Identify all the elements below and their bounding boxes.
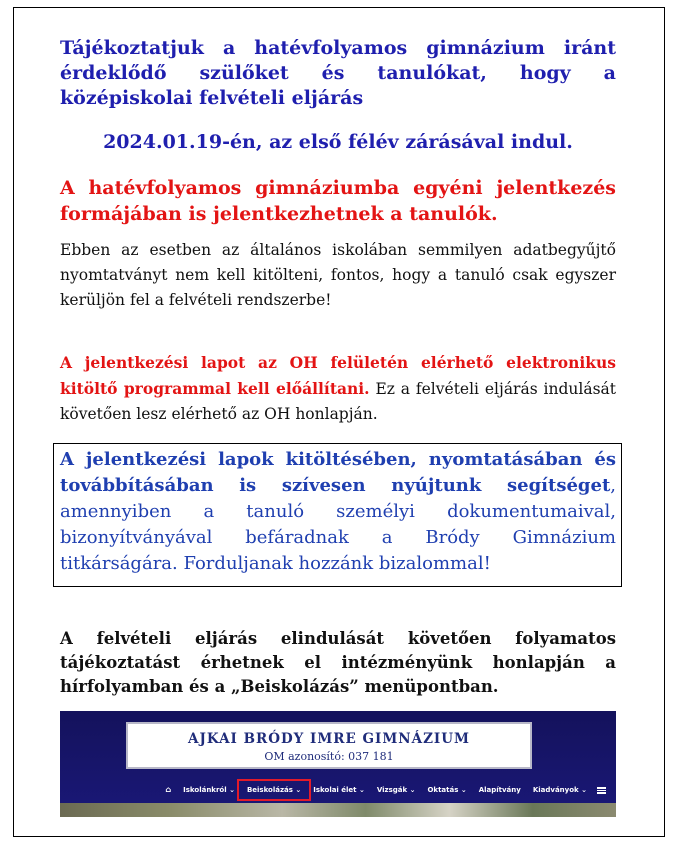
help-text-bold: A jelentkezési lapok kitöltésében, nyomtatásában és továbbításában is szívesen nyújtunk segítséget <box>60 449 616 496</box>
menu-icon[interactable] <box>597 787 606 794</box>
nav-kiadvanyok[interactable]: Kiadványok ⌄ <box>532 786 587 794</box>
home-icon[interactable]: ⌂ <box>165 785 172 794</box>
help-text <box>60 447 616 577</box>
nav-iskolai-elet[interactable]: Iskolai élet ⌄ <box>313 786 365 794</box>
closing-paragraph: A felvételi eljárás elindulását követően folyamatos tájékoztatást érhetnek el intézményünk honlapján a hírfolyamban és a „Beiskolázás” menüpontban. <box>60 629 616 696</box>
banner-photo-strip <box>60 803 616 817</box>
website-banner-screenshot <box>60 711 616 817</box>
body-paragraph: Ebben az esetben az általános iskolában semmilyen adatbegyűjtő nyomtatványt nem kell kitölteni, fontos, hogy a tanuló csak egyszer kerüljön fel a felvételi rendszerbe! <box>60 241 616 309</box>
school-title: AJKAI BRÓDY IMRE GIMNÁZIUM <box>188 731 470 747</box>
help-text-rest: , amennyiben a tanuló személyi dokumentumaival, bizonyítványával befáradnak a Bródy Gimnázium titkárságára. Forduljanak hozzánk bizalommal! <box>60 475 616 574</box>
nav-vizsgak[interactable]: Vizsgák ⌄ <box>376 786 416 794</box>
om-id: OM azonosító: 037 181 <box>264 750 394 763</box>
nav-alapitvany[interactable]: Alapítvány <box>478 786 521 794</box>
nav-oktatas[interactable]: Oktatás ⌄ <box>427 786 467 794</box>
site-nav <box>60 779 616 801</box>
application-paragraph <box>60 350 616 427</box>
school-name-plate <box>126 722 532 769</box>
nav-iskolankrol[interactable]: Iskolánkról ⌄ <box>183 786 235 794</box>
nav-beiskolazas[interactable]: Beiskolázás ⌄ <box>241 783 307 797</box>
application-paragraph-rest: Ez a felvételi eljárás indulását követően lesz elérhető az OH honlapján. <box>60 380 616 423</box>
application-paragraph-bold: A jelentkezési lapot az OH felületén elérhető elektronikus kitöltő programmal kell előállítani. <box>60 353 616 398</box>
date-line: 2024.01.19-én, az első félév zárásával indul. <box>103 131 573 153</box>
red-heading: A hatévfolyamos gimnáziumba egyéni jelentkezés formájában is jelentkezhetnek a tanulók. <box>60 177 616 225</box>
intro-paragraph: Tájékoztatjuk a hatévfolyamos gimnázium iránt érdeklődő szülőket és tanulókat, hogy a középiskolai felvételi eljárás <box>60 37 616 109</box>
